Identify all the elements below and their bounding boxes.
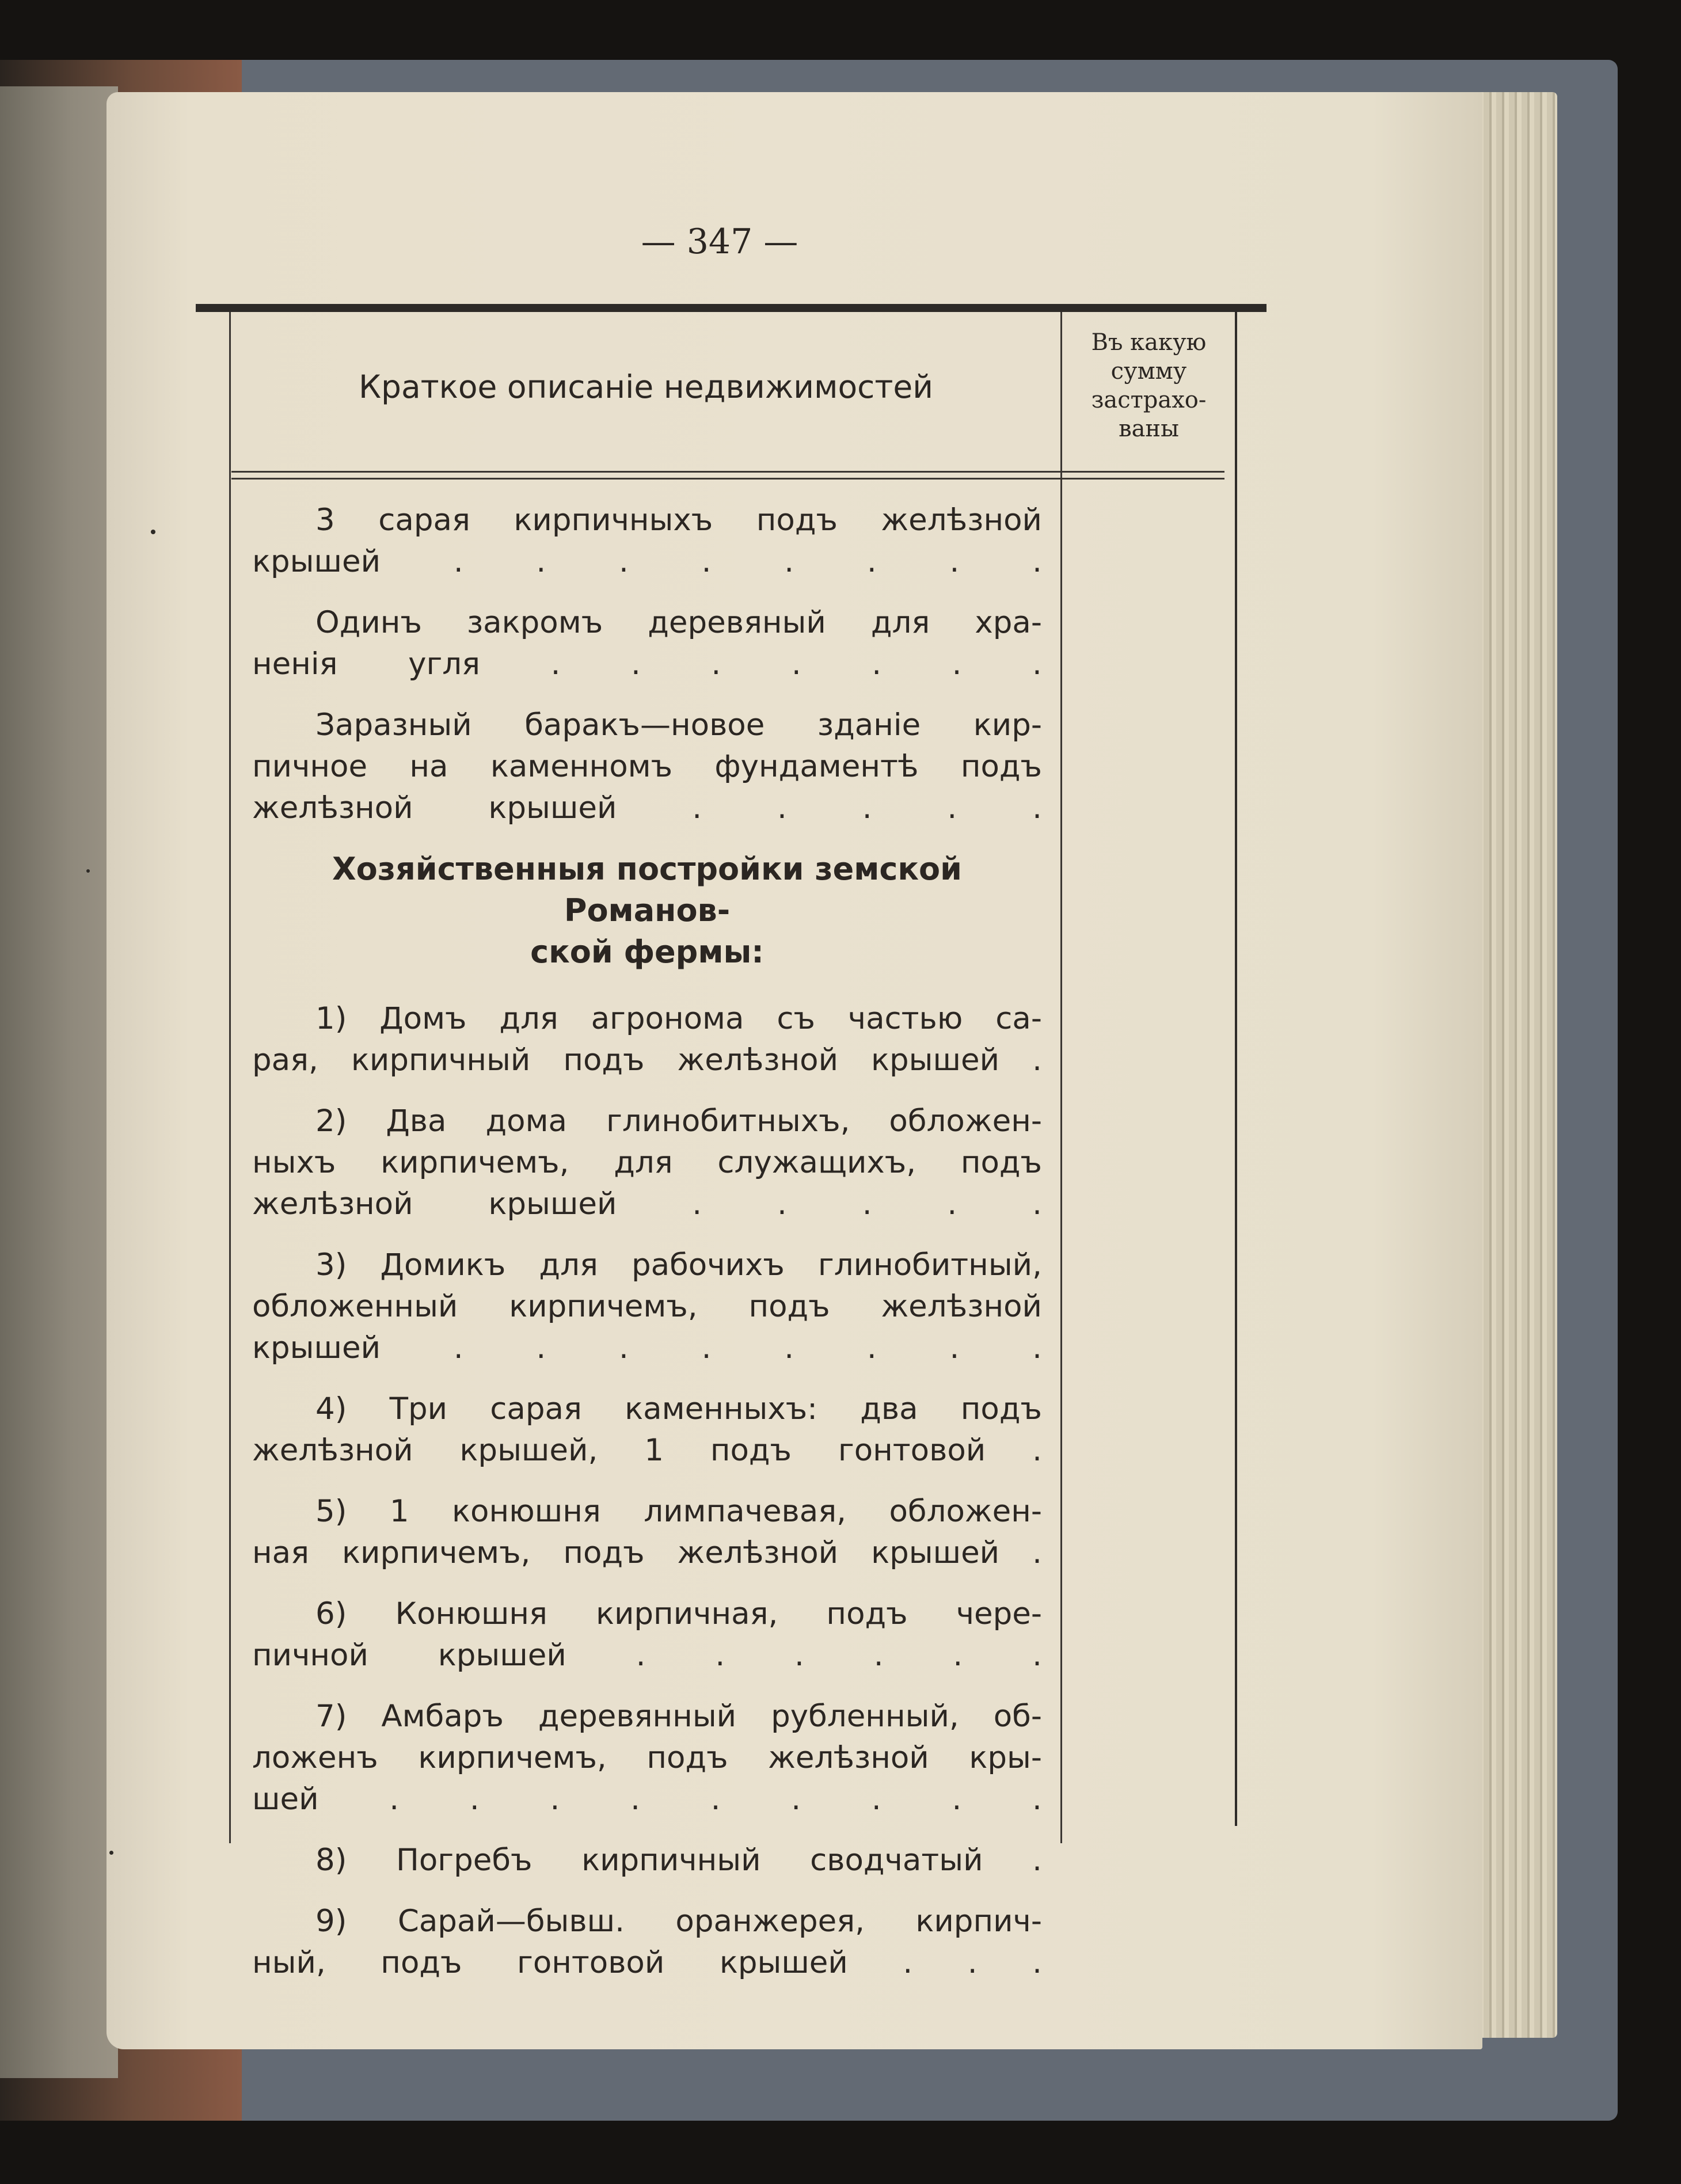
entry-line: пичной крышей . . . . . . <box>252 1638 1042 1673</box>
entry-line: шей . . . . . . . . . <box>252 1782 1042 1817</box>
entry-line: ный, подъ гонтовой крышей . . . <box>252 1945 1042 1980</box>
entry-line: 8) Погребъ кирпичный сводчатый . <box>315 1843 1042 1878</box>
header-line: Въ какую <box>1091 329 1207 356</box>
entry-line: ложенъ кирпичемъ, подъ желѣзной кры- <box>252 1740 1042 1775</box>
header-line: ваны <box>1119 416 1179 442</box>
entry-line: желѣзной крышей . . . . . <box>252 1186 1042 1222</box>
entry <box>252 1101 1042 1225</box>
heading-line: ской фермы: <box>530 934 764 970</box>
entry-line: желѣзной крышей, 1 подъ гонтовой . <box>252 1433 1042 1468</box>
entry <box>252 705 1042 829</box>
page-number: — 347 — <box>641 222 798 262</box>
entry-line: пичное на каменномъ фундаментѣ подъ <box>252 749 1042 784</box>
entry-line: Заразный баракъ—новое зданіе кир- <box>315 707 1042 743</box>
entry <box>252 1245 1042 1369</box>
header-line: сумму <box>1110 358 1187 385</box>
entry <box>252 602 1042 685</box>
header-rule <box>231 478 1224 480</box>
entry <box>252 1388 1042 1471</box>
section-heading <box>252 849 1042 973</box>
entry-line: 1) Домъ для агронома съ частью са- <box>315 1001 1042 1036</box>
entry-line: 9) Сарай—бывш. оранжерея, кирпич- <box>315 1904 1042 1939</box>
entry <box>252 500 1042 583</box>
previous-page-edge <box>0 86 118 2078</box>
entry <box>252 1593 1042 1676</box>
entry-line: 6) Конюшня кирпичная, подъ чере- <box>315 1596 1042 1631</box>
page-edges <box>1471 92 1557 2038</box>
entry <box>252 998 1042 1081</box>
entry <box>252 1491 1042 1574</box>
entry-line: 2) Два дома глинобитныхъ, обложен- <box>315 1104 1042 1139</box>
entry-line: обложенный кирпичемъ, подъ желѣзной <box>252 1289 1042 1324</box>
entry-line: желѣзной крышей . . . . . <box>252 790 1042 825</box>
speck-mark <box>86 869 90 873</box>
speck-mark <box>109 1851 113 1855</box>
table-top-rule <box>196 304 1267 312</box>
column-header-insured-sum <box>1064 328 1234 443</box>
header-line: застрахо- <box>1091 387 1207 413</box>
entry <box>252 1901 1042 1984</box>
entry-line: рая, кирпичный подъ желѣзной крышей . <box>252 1042 1042 1078</box>
entry-line: 7) Амбаръ деревянный рубленный, об- <box>315 1699 1042 1734</box>
entry-line: 3 сарая кирпичныхъ подъ желѣзной <box>315 503 1042 538</box>
entry <box>252 1840 1042 1881</box>
header-rule <box>231 471 1224 473</box>
heading-line: Хозяйственныя постройки земской Романов- <box>332 851 962 929</box>
column-header-description: Краткое описаніе недвижимостей <box>358 368 934 405</box>
table-body <box>252 500 1042 2003</box>
entry-line: крышей . . . . . . . . <box>252 1330 1042 1365</box>
table-left-border <box>229 312 231 1843</box>
entry-line: 3) Домикъ для рабочихъ глинобитный, <box>315 1247 1042 1283</box>
entry-line: крышей . . . . . . . . <box>252 544 1042 579</box>
entry <box>252 1696 1042 1820</box>
table-column-divider <box>1060 312 1062 1843</box>
entry-line: ненія угля . . . . . . . <box>252 646 1042 682</box>
entry-line: 4) Три сарая каменныхъ: два подъ <box>315 1391 1042 1426</box>
speck-mark <box>151 530 155 534</box>
entry-line: 5) 1 конюшня лимпачевая, обложен- <box>315 1494 1042 1529</box>
table-right-border <box>1235 312 1237 1826</box>
entry-line: Одинъ закромъ деревяный для хра- <box>315 605 1042 640</box>
entry-line: ная кирпичемъ, подъ желѣзной крышей . <box>252 1535 1042 1570</box>
entry-line: ныхъ кирпичемъ, для служащихъ, подъ <box>252 1145 1042 1180</box>
